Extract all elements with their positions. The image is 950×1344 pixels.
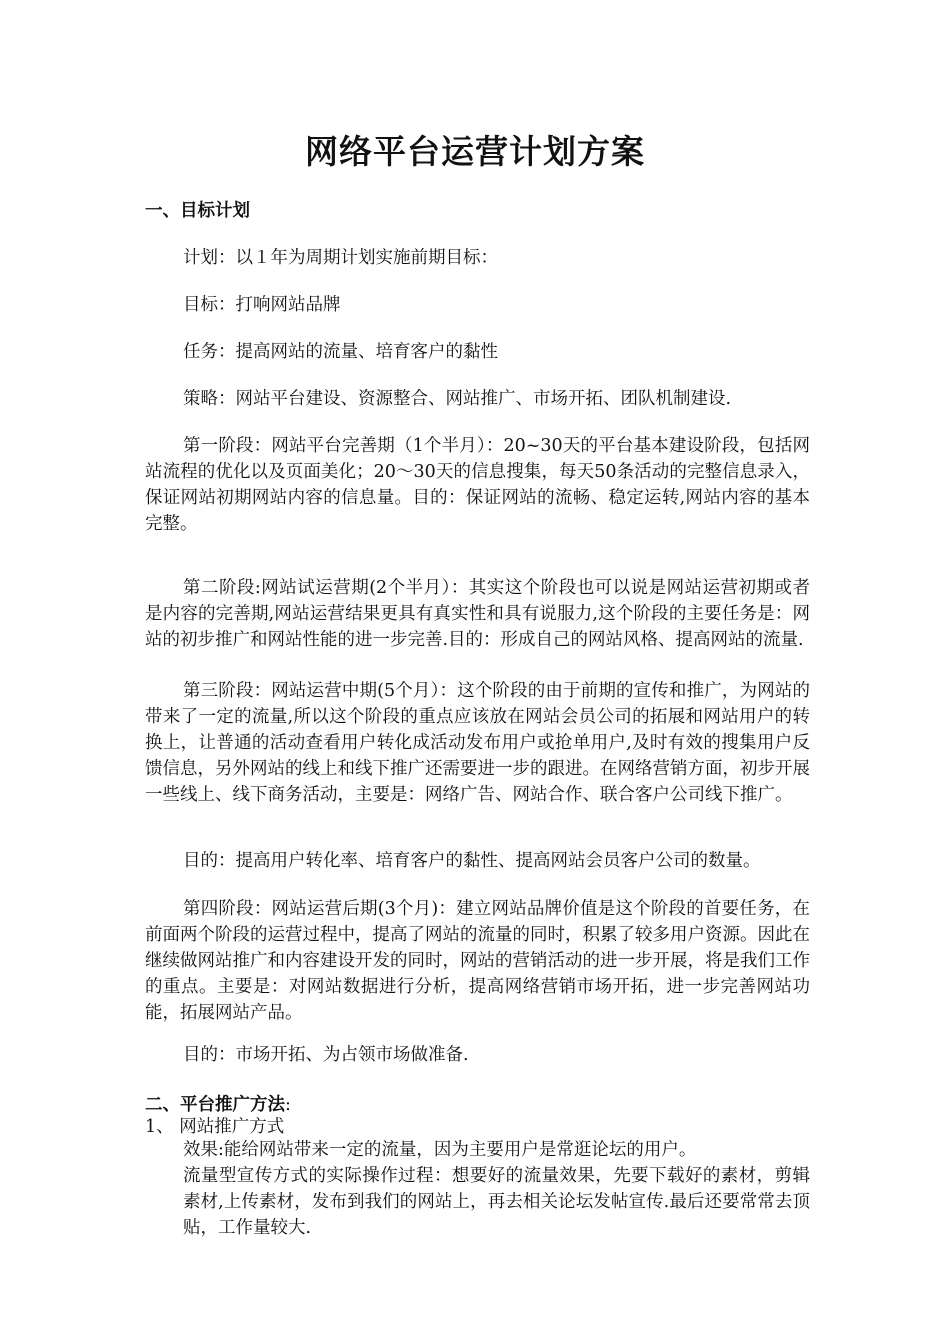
document-title: 网络平台运营计划方案 xyxy=(305,132,645,171)
section-heading-goals: 一、目标计划 xyxy=(145,201,250,221)
stage3-paragraph: 第三阶段：网站运营中期(5个月）：这个阶段的由于前期的宣传和推广，为网站的带来了一定的流量,所以这个阶段的重点应该放在网站会员公司的拓展和网站用户的转换上，让普通的活动查看用户转化成活动发布用户或抢单用户,及时有效的搜集用户反馈信息，另外网站的线上和线下推广还需要进一步的跟进。在网络营销方面，初步开展一些线上、线下商务活动，主要是：网络广告、网站合作、联合客户公司线下推广。 xyxy=(145,681,810,805)
stage2-paragraph: 第二阶段:网站试运营期(2个半月）：其实这个阶段也可以说是网站运营初期或者是内容的完善期,网站运营结果更具有真实性和具有说服力,这个阶段的主要任务是：网站的初步推广和网站性能的进一步完善.目的：形成自己的网站风格、提高网站的流量. xyxy=(145,578,810,650)
stage1-paragraph: 第一阶段：网站平台完善期（1个半月）：20~30天的平台基本建设阶段，包括网站流程的优化以及页面美化；20～30天的信息搜集，每天50条活动的完整信息录入，保证网站初期网站内容的信息量。目的：保证网站的流畅、稳定运转,网站内容的基本完整。 xyxy=(145,436,810,534)
process-paragraph: 流量型宣传方式的实际操作过程：想要好的流量效果，先要下载好的素材，剪辑素材,上传素材，发布到我们的网站上，再去相关论坛发帖宣传.最后还要常常去顶贴，工作量较大. xyxy=(183,1166,810,1238)
task-paragraph: 任务：提高网站的流量、培育客户的黏性 xyxy=(183,342,498,362)
strategy-paragraph: 策略：网站平台建设、资源整合、网站推广、市场开拓、团队机制建设. xyxy=(183,389,732,409)
stage3-goal-paragraph: 目的：提高用户转化率、培育客户的黏性、提高网站会员客户公司的数量。 xyxy=(183,851,761,871)
stage4-paragraph: 第四阶段：网站运营后期(3个月)：建立网站品牌价值是这个阶段的首要任务，在前面两个阶段的运营过程中，提高了网站的流量的同时，积累了较多用户资源。因此在继续做网站推广和内容建设开发的同时，网站的营销活动的进一步开展，将是我们工作的重点。主要是：对网站数据进行分析，提高网络营销市场开拓，进一步完善网站功能，拓展网站产品。 xyxy=(145,899,810,1023)
plan-paragraph: 计划：以１年为周期计划实施前期目标： xyxy=(183,248,498,268)
goal-paragraph: 目标：打响网站品牌 xyxy=(183,295,341,315)
section-heading-promotion-colon: : xyxy=(285,1095,291,1115)
section-heading-promotion-text: 二、平台推广方法 xyxy=(145,1095,285,1115)
effect-paragraph: 效果:能给网站带来一定的流量，因为主要用户是常逛论坛的用户。 xyxy=(183,1140,697,1160)
list-item-promotion-method: 1、 网站推广方式 xyxy=(145,1117,285,1137)
stage4-goal-paragraph: 目的：市场开拓、为占领市场做准备. xyxy=(183,1045,469,1065)
